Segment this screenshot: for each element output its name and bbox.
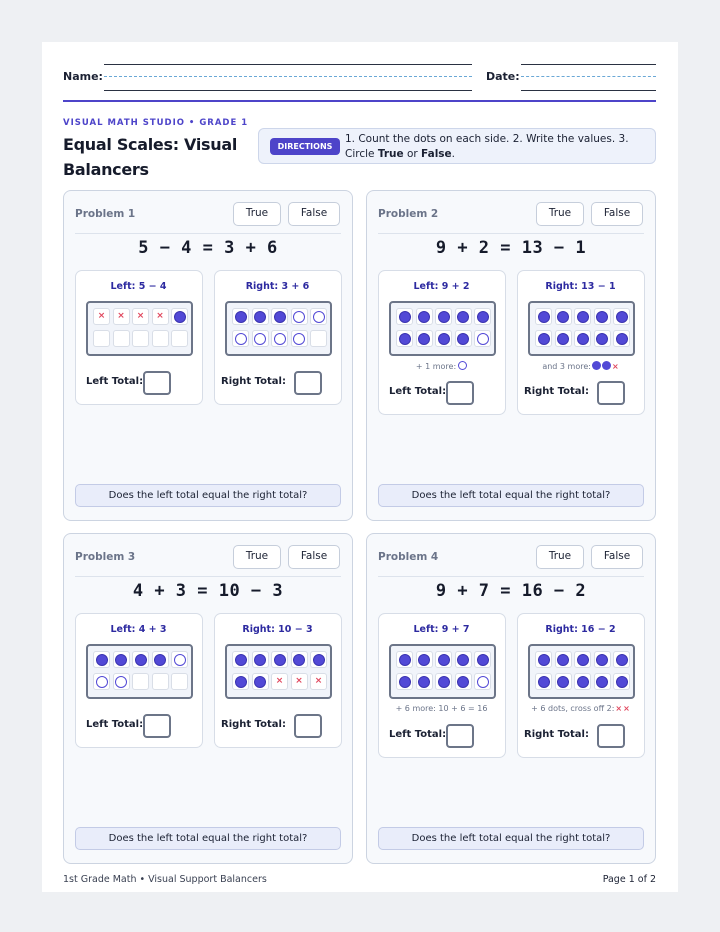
ten-frame-cell: [535, 330, 552, 347]
ten-frame-cell: [252, 330, 269, 347]
false-button[interactable]: False: [591, 202, 643, 226]
cross-mark-icon: ×: [117, 311, 125, 321]
ten-frame: [225, 644, 332, 699]
filled-dot: [577, 333, 589, 345]
left-side-title: Left: 9 + 7: [413, 624, 470, 635]
ten-frame-cell: [291, 308, 308, 325]
ten-frame-cell: [435, 673, 452, 690]
left-side-title: Left: 4 + 3: [110, 624, 167, 635]
ten-frame-cell: [555, 651, 572, 668]
problem-label: Problem 4: [378, 551, 439, 563]
directions-badge: DIRECTIONS: [270, 138, 340, 155]
filled-dot: [557, 333, 569, 345]
filled-dot: [616, 654, 628, 666]
filled-dot: [96, 654, 108, 666]
ten-frame-cell: [310, 330, 327, 347]
ten-frame-cell: [474, 651, 491, 668]
cross-mark-icon: ×: [136, 311, 145, 321]
left-note: [379, 361, 504, 371]
ten-frame-cell: [132, 651, 149, 668]
ten-frame-cell: [435, 651, 452, 668]
problem-label: Problem 1: [75, 208, 136, 220]
open-circle: [254, 333, 266, 345]
left-total-label: Left Total:: [389, 729, 447, 740]
filled-dot: [235, 654, 247, 666]
ten-frame-cell: [271, 651, 288, 668]
problem-label: Problem 3: [75, 551, 136, 563]
filled-dot: [596, 676, 608, 688]
ten-frame: [86, 644, 193, 699]
left-side-panel: [378, 613, 506, 758]
ten-frame-cell: [252, 308, 269, 325]
balance-question: Does the left total equal the right total?: [378, 484, 644, 507]
note-text: and 3 more:: [542, 362, 591, 371]
ten-frame-cell: [113, 651, 130, 668]
filled-dot: [596, 333, 608, 345]
ten-frame-cell: [171, 651, 188, 668]
left-total-answer-box[interactable]: [446, 724, 474, 748]
name-line-dashed[interactable]: [104, 76, 472, 77]
filled-dot: [399, 676, 411, 688]
filled-dot: [557, 311, 569, 323]
right-note: [518, 361, 643, 371]
true-button[interactable]: True: [233, 545, 281, 569]
filled-dot: [557, 654, 569, 666]
ten-frame-cell: [455, 330, 472, 347]
filled-dot: [577, 676, 589, 688]
filled-dot: [154, 654, 166, 666]
ten-frame-cell: [594, 330, 611, 347]
worksheet-page: [42, 42, 678, 892]
ten-frame-cell: [113, 673, 130, 690]
false-button[interactable]: False: [288, 202, 340, 226]
left-side-title: Left: 5 − 4: [110, 281, 167, 292]
ten-frame-cell: [291, 651, 308, 668]
right-side-panel: [214, 613, 342, 748]
left-side-panel: [378, 270, 506, 415]
filled-dot: [418, 676, 430, 688]
left-total-answer-box[interactable]: [143, 714, 171, 738]
date-line-bottom: [521, 90, 656, 91]
right-side-panel: [517, 270, 645, 415]
ten-frame-cell: [455, 651, 472, 668]
filled-dot: [274, 311, 286, 323]
filled-dot: [135, 654, 147, 666]
filled-dot: [293, 654, 305, 666]
ten-frame-cell: [396, 330, 413, 347]
ten-frame-cell: [271, 330, 288, 347]
open-circle: [174, 654, 186, 666]
filled-dot: [616, 333, 628, 345]
cross-mark-icon: ×: [611, 362, 619, 371]
filled-dot: [418, 654, 430, 666]
right-side-panel: [214, 270, 342, 405]
filled-dot: [274, 654, 286, 666]
filled-dot: [477, 311, 489, 323]
true-button[interactable]: True: [536, 202, 584, 226]
card-divider: [75, 233, 341, 234]
right-side-title: Right: 10 − 3: [242, 624, 313, 635]
true-button[interactable]: True: [536, 545, 584, 569]
false-button[interactable]: False: [288, 545, 340, 569]
ten-frame-cell: [171, 673, 188, 690]
extra-dot: [592, 361, 601, 370]
ten-frame-cell: [535, 651, 552, 668]
ten-frame-cell: [574, 651, 591, 668]
publisher-eyebrow: VISUAL MATH STUDIO • GRADE 1: [63, 118, 249, 128]
left-total-label: Left Total:: [389, 386, 447, 397]
filled-dot: [418, 333, 430, 345]
ten-frame-cell: [171, 308, 188, 325]
cross-mark-icon: ×: [156, 311, 164, 321]
filled-dot: [577, 311, 589, 323]
cross-mark-icon: ×: [275, 676, 284, 686]
name-line-bottom: [104, 90, 472, 91]
balance-question: Does the left total equal the right total?: [378, 827, 644, 850]
open-circle: [477, 676, 489, 688]
ten-frame-cell: [535, 308, 552, 325]
ten-frame-cell: [132, 673, 149, 690]
ten-frame-cell: [310, 673, 327, 690]
right-total-label: Right Total:: [221, 719, 286, 730]
filled-dot: [438, 676, 450, 688]
left-side-panel: [75, 613, 203, 748]
problem-card: [63, 190, 353, 521]
ten-frame-cell: [416, 651, 433, 668]
ten-frame-cell: [252, 673, 269, 690]
ten-frame-cell: [396, 308, 413, 325]
ten-frame-cell: [435, 330, 452, 347]
filled-dot: [313, 654, 325, 666]
ten-frame-cell: [594, 651, 611, 668]
open-circle: [313, 311, 325, 323]
ten-frame-cell: [232, 673, 249, 690]
ten-frame-cell: [474, 673, 491, 690]
directions-text: 1. Count the dots on each side. 2. Write the values. 3. Circle True or False.: [345, 133, 629, 160]
left-side-panel: [75, 270, 203, 405]
ten-frame: [528, 644, 635, 699]
filled-dot: [254, 311, 266, 323]
left-side-title: Left: 9 + 2: [413, 281, 470, 292]
filled-dot: [235, 311, 247, 323]
extra-dot: [602, 361, 611, 370]
right-total-answer-box[interactable]: [597, 724, 625, 748]
problem-label: Problem 2: [378, 208, 439, 220]
filled-dot: [438, 654, 450, 666]
balance-question: Does the left total equal the right total?: [75, 484, 341, 507]
ten-frame-cell: [574, 308, 591, 325]
header-divider: [63, 100, 656, 102]
ten-frame-cell: [613, 651, 630, 668]
right-total-answer-box[interactable]: [294, 714, 322, 738]
ten-frame-cell: [93, 651, 110, 668]
ten-frame-cell: [535, 673, 552, 690]
ten-frame-cell: [232, 651, 249, 668]
ten-frame-cell: [574, 330, 591, 347]
ten-frame-cell: [310, 308, 327, 325]
date-label: Date:: [486, 70, 520, 83]
right-total-label: Right Total:: [221, 376, 286, 387]
ten-frame-cell: [152, 330, 169, 347]
equation: 9 + 7 = 16 − 2: [435, 581, 587, 601]
equation: 4 + 3 = 10 − 3: [132, 581, 284, 601]
ten-frame-cell: [474, 308, 491, 325]
ten-frame-cell: [271, 308, 288, 325]
ten-frame-cell: [613, 673, 630, 690]
filled-dot: [457, 333, 469, 345]
ten-frame-cell: [455, 308, 472, 325]
right-side-title: Right: 16 − 2: [545, 624, 616, 635]
ten-frame-cell: [574, 673, 591, 690]
ten-frame: [225, 301, 332, 356]
filled-dot: [538, 654, 550, 666]
left-total-label: Left Total:: [86, 376, 144, 387]
filled-dot: [577, 654, 589, 666]
right-total-answer-box[interactable]: [294, 371, 322, 395]
ten-frame-cell: [171, 330, 188, 347]
problem-card: [63, 533, 353, 864]
ten-frame-cell: [416, 673, 433, 690]
open-circle: [235, 333, 247, 345]
ten-frame-cell: [152, 673, 169, 690]
ten-frame-cell: [416, 308, 433, 325]
ten-frame-cell: [455, 673, 472, 690]
left-total-label: Left Total:: [86, 719, 144, 730]
filled-dot: [174, 311, 186, 323]
ten-frame-cell: [232, 330, 249, 347]
footer-course: 1st Grade Math • Visual Support Balancers: [63, 874, 267, 885]
filled-dot: [399, 311, 411, 323]
ten-frame-cell: [613, 330, 630, 347]
filled-dot: [399, 333, 411, 345]
ten-frame-cell: [474, 330, 491, 347]
open-circle: [115, 676, 127, 688]
equation: 5 − 4 = 3 + 6: [138, 238, 278, 258]
ten-frame-cell: [416, 330, 433, 347]
ten-frame-cell: [271, 673, 288, 690]
ten-frame-cell: [291, 673, 308, 690]
ten-frame-cell: [291, 330, 308, 347]
ten-frame-cell: [555, 330, 572, 347]
filled-dot: [616, 311, 628, 323]
right-total-answer-box[interactable]: [597, 381, 625, 405]
cross-mark-icon: ×: [615, 704, 623, 713]
filled-dot: [438, 333, 450, 345]
ten-frame-cell: [132, 308, 149, 325]
cross-mark-icon: ×: [295, 676, 303, 686]
filled-dot: [457, 311, 469, 323]
filled-dot: [235, 676, 247, 688]
ten-frame-cell: [232, 308, 249, 325]
ten-frame-cell: [132, 330, 149, 347]
worksheet-title: Equal Scales: Visual Balancers: [63, 135, 238, 179]
equation: 9 + 2 = 13 − 1: [435, 238, 587, 258]
true-button[interactable]: True: [233, 202, 281, 226]
right-note: [518, 704, 643, 713]
filled-dot: [418, 311, 430, 323]
problem-card: [366, 190, 656, 521]
filled-dot: [457, 654, 469, 666]
right-total-label: Right Total:: [524, 729, 589, 740]
ten-frame: [86, 301, 193, 356]
date-line-dashed[interactable]: [521, 76, 656, 77]
left-note: [379, 704, 504, 713]
ten-frame-cell: [113, 308, 130, 325]
ten-frame-cell: [252, 651, 269, 668]
note-text: + 1 more:: [415, 362, 457, 371]
ten-frame-cell: [555, 308, 572, 325]
open-circle: [293, 333, 305, 345]
extra-circle: [458, 361, 467, 370]
filled-dot: [254, 654, 266, 666]
ten-frame-cell: [113, 330, 130, 347]
ten-frame-cell: [555, 673, 572, 690]
name-label: Name:: [63, 70, 103, 83]
filled-dot: [538, 333, 550, 345]
ten-frame-cell: [594, 308, 611, 325]
filled-dot: [115, 654, 127, 666]
right-side-title: Right: 13 − 1: [545, 281, 616, 292]
card-divider: [378, 576, 644, 577]
ten-frame-cell: [435, 308, 452, 325]
name-date-row: [63, 64, 656, 94]
filled-dot: [557, 676, 569, 688]
ten-frame-cell: [93, 308, 110, 325]
filled-dot: [616, 676, 628, 688]
filled-dot: [438, 311, 450, 323]
filled-dot: [399, 654, 411, 666]
ten-frame-cell: [93, 673, 110, 690]
ten-frame-cell: [310, 651, 327, 668]
open-circle: [477, 333, 489, 345]
filled-dot: [538, 311, 550, 323]
cross-mark-icon: ×: [623, 704, 630, 713]
ten-frame-cell: [594, 673, 611, 690]
filled-dot: [477, 654, 489, 666]
filled-dot: [254, 676, 266, 688]
card-divider: [378, 233, 644, 234]
cross-mark-icon: ×: [314, 676, 323, 686]
ten-frame-cell: [152, 308, 169, 325]
balance-question: Does the left total equal the right total?: [75, 827, 341, 850]
left-total-answer-box[interactable]: [143, 371, 171, 395]
filled-dot: [596, 311, 608, 323]
name-line-top: [104, 64, 472, 65]
ten-frame: [528, 301, 635, 356]
ten-frame-cell: [396, 673, 413, 690]
note-text: + 6 more: 10 + 6 = 16: [395, 704, 488, 713]
right-side-title: Right: 3 + 6: [245, 281, 310, 292]
right-total-label: Right Total:: [524, 386, 589, 397]
footer-page-number: Page 1 of 2: [602, 874, 656, 885]
open-circle: [274, 333, 286, 345]
ten-frame-cell: [93, 330, 110, 347]
ten-frame: [389, 301, 496, 356]
date-line-top: [521, 64, 656, 65]
ten-frame-cell: [396, 651, 413, 668]
ten-frame-cell: [152, 651, 169, 668]
filled-dot: [538, 676, 550, 688]
ten-frame-cell: [613, 308, 630, 325]
filled-dot: [457, 676, 469, 688]
left-total-answer-box[interactable]: [446, 381, 474, 405]
card-divider: [75, 576, 341, 577]
filled-dot: [596, 654, 608, 666]
false-button[interactable]: False: [591, 545, 643, 569]
right-side-panel: [517, 613, 645, 758]
ten-frame: [389, 644, 496, 699]
open-circle: [293, 311, 305, 323]
open-circle: [96, 676, 108, 688]
directions-box: [258, 128, 656, 164]
note-text: + 6 dots, cross off 2:: [531, 704, 615, 713]
cross-mark-icon: ×: [97, 311, 106, 321]
problem-card: [366, 533, 656, 864]
